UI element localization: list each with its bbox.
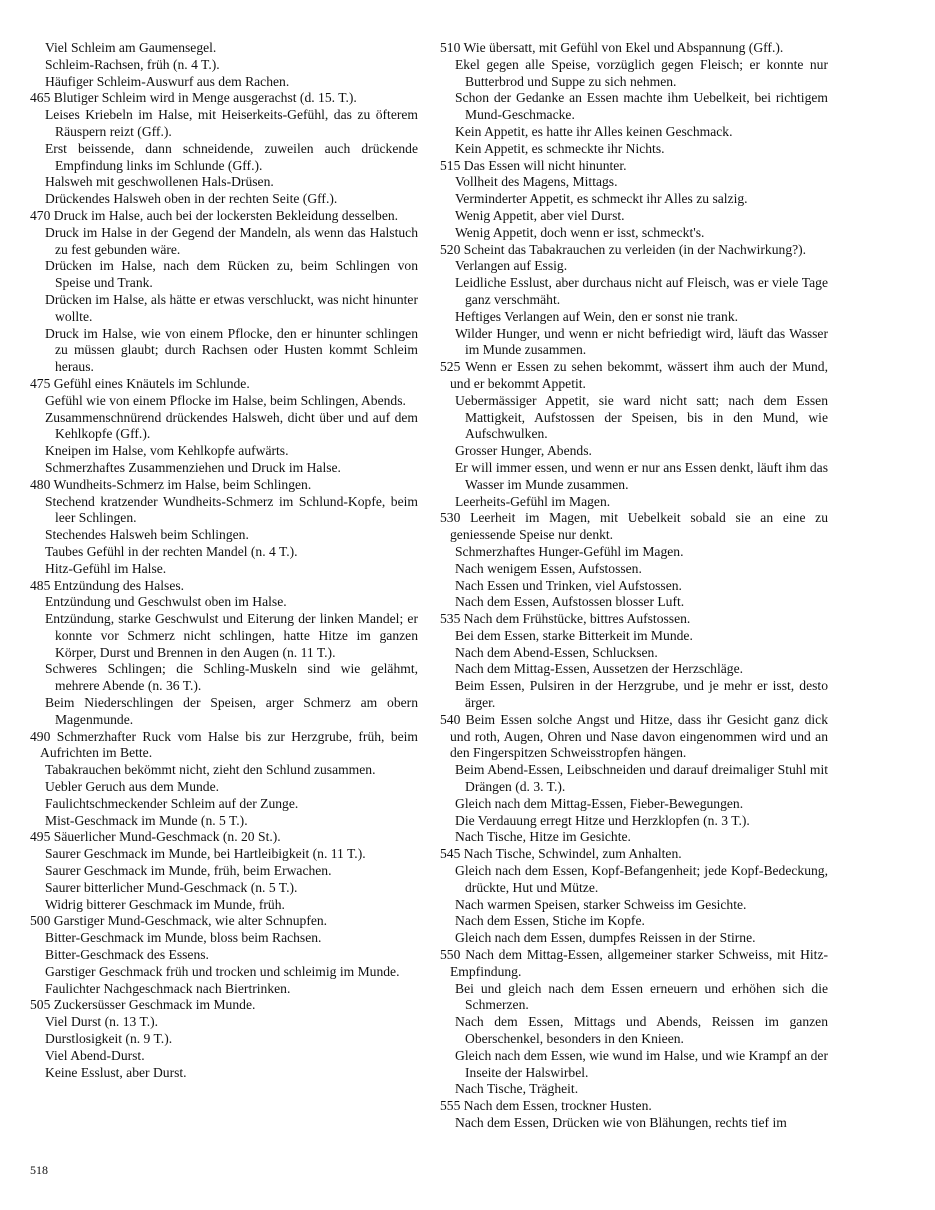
entry: Zusammenschnürend drückendes Halsweh, dicht über und auf dem Kehlkopfe (Gff.). — [45, 409, 418, 442]
entry: 545 Nach Tische, Schwindel, zum Anhalten. — [440, 846, 682, 862]
entry: Gleich nach dem Essen, Kopf-Befangenheit; jede Kopf-Bedeckung, drückte, Hut und Mütze. — [455, 863, 828, 895]
entry: Die Verdauung erregt Hitze und Herzklopfen (n. 3 T.). — [455, 812, 750, 828]
entry: Nach dem Abend-Essen, Schlucksen. — [455, 644, 658, 660]
entry: Viel Durst (n. 13 T.). — [45, 1014, 159, 1030]
entry: 515 Das Essen will nicht hinunter. — [440, 157, 627, 173]
entry: Nach wenigem Essen, Aufstossen. — [455, 560, 642, 576]
entry: Hitz-Gefühl im Halse. — [45, 560, 167, 576]
entry: 500 Garstiger Mund-Geschmack, wie alter Schnupfen. — [30, 913, 328, 929]
entry: Verminderter Appetit, es schmeckt ihr Alles zu salzig. — [455, 191, 748, 207]
entry: Ekel gegen alle Speise, vorzüglich gegen Fleisch; er konnte nur Butterbrod und Suppe zu sich nehmen. — [455, 56, 828, 89]
entry: Nach dem Mittag-Essen, Aussetzen der Herzschläge. — [455, 661, 744, 677]
entry: Viel Abend-Durst. — [45, 1047, 145, 1063]
entry: 510 Wie übersatt, mit Gefühl von Ekel und Abspannung (Gff.). — [440, 40, 784, 55]
entry: Saurer Geschmack im Munde, früh, beim Erwachen. — [45, 863, 332, 879]
entry: 490 Schmerzhafter Ruck vom Halse bis zur Herzgrube, früh, beim Aufrichten im Bette. — [30, 728, 418, 761]
entry: Schon der Gedanke an Essen machte ihm Uebelkeit, bei richtigem Mund-Geschmacke. — [455, 90, 828, 123]
entry: 485 Entzündung des Halses. — [30, 577, 185, 593]
entry: Mist-Geschmack im Munde (n. 5 T.). — [45, 812, 248, 828]
page-number: 518 — [30, 1163, 48, 1177]
entry: Leerheits-Gefühl im Magen. — [455, 493, 611, 509]
entry: Nach dem Essen, Mittags und Abends, Reissen im ganzen Oberschenkel, besonders in den Knieen. — [455, 1014, 828, 1047]
entry: Kein Appetit, es hatte ihr Alles keinen Geschmack. — [455, 123, 733, 139]
entry: Gleich nach dem Mittag-Essen, Fieber-Bewegungen. — [455, 795, 744, 811]
entry: Entzündung und Geschwulst oben im Halse. — [45, 594, 287, 610]
entry: 475 Gefühl eines Knäutels im Schlunde. — [30, 375, 250, 391]
entry: 465 Blutiger Schleim wird in Menge ausgerachst (d. 15. T.). — [30, 90, 357, 106]
entry: Wenig Appetit, aber viel Durst. — [455, 207, 625, 223]
entry: Heftiges Verlangen auf Wein, den er sonst nie trank. — [455, 308, 739, 324]
entry: 525 Wenn er Essen zu sehen bekommt, wässert ihm auch der Mund, und er bekommt Appetit. — [440, 359, 828, 391]
entry: Halsweh mit geschwollenen Hals-Drüsen. — [45, 174, 274, 190]
entry: Schmerzhaftes Zusammenziehen und Druck im Halse. — [45, 459, 341, 475]
entry: Faulichter Nachgeschmack nach Biertrinken. — [45, 980, 291, 996]
entry: Nach warmen Speisen, starker Schweiss im Gesichte. — [455, 896, 747, 912]
entry: Faulichtschmeckender Schleim auf der Zunge. — [45, 795, 299, 811]
entry: Nach dem Essen, Stiche im Kopfe. — [455, 913, 645, 929]
entry: Bei dem Essen, starke Bitterkeit im Munde. — [455, 627, 693, 643]
entry: Kneipen im Halse, vom Kehlkopfe aufwärts. — [45, 443, 289, 459]
entry: Beim Niederschlingen der Speisen, arger Schmerz am obern Magenmunde. — [45, 695, 418, 727]
entry: Bei und gleich nach dem Essen erneuern und erhöhen sich die Schmerzen. — [455, 980, 828, 1013]
entry: 550 Nach dem Mittag-Essen, allgemeiner starker Schweiss, mit Hitz-Empfindung. — [440, 947, 828, 979]
left-column — [30, 40, 418, 1081]
entry: Wenig Appetit, doch wenn er isst, schmeckt's. — [455, 224, 705, 240]
entry: Verlangen auf Essig. — [455, 258, 568, 274]
entry: 555 Nach dem Essen, trockner Husten. — [440, 1098, 652, 1114]
entry: Bitter-Geschmack des Essens. — [45, 947, 209, 963]
entry: Viel Schleim am Gaumensegel. — [45, 40, 217, 55]
entry: Drückendes Halsweh oben in der rechten Seite (Gff.). — [45, 191, 338, 207]
entry: Schleim-Rachsen, früh (n. 4 T.). — [45, 56, 220, 72]
entry: Uebler Geruch aus dem Munde. — [45, 779, 220, 795]
entry: Nach dem Essen, Drücken wie von Blähungen, rechts tief im — [455, 1115, 787, 1130]
entry: 535 Nach dem Frühstücke, bittres Aufstossen. — [440, 611, 691, 627]
entry: Stechendes Halsweh beim Schlingen. — [45, 527, 249, 543]
entry: Kein Appetit, es schmeckte ihr Nichts. — [455, 140, 665, 156]
entry: Schweres Schlingen; die Schling-Muskeln sind wie gelähmt, mehrere Abende (n. 36 T.). — [45, 661, 418, 694]
entry: Tabakrauchen bekömmt nicht, zieht den Schlund zusammen. — [45, 762, 376, 778]
entry: Stechend kratzender Wundheits-Schmerz im Schlund-Kopfe, beim leer Schlingen. — [45, 493, 418, 526]
entry: Nach Tische, Hitze im Gesichte. — [455, 829, 631, 845]
entry: Erst beissende, dann schneidende, zuweilen auch drückende Empfindung links im Schlunde (Gff.). — [45, 140, 418, 173]
entry: Leidliche Esslust, aber durchaus nicht auf Fleisch, was er viele Tage ganz verschmäht. — [455, 275, 828, 307]
entry: Vollheit des Magens, Mittags. — [455, 174, 618, 190]
entry: Leises Kriebeln im Halse, mit Heiserkeits-Gefühl, das zu öfterem Räuspern reizt (Gff.). — [45, 107, 418, 139]
entry: Grosser Hunger, Abends. — [455, 443, 592, 459]
right-column — [440, 40, 828, 1132]
entry: Taubes Gefühl in der rechten Mandel (n. 4 T.). — [45, 543, 298, 559]
entry: 505 Zuckersüsser Geschmack im Munde. — [30, 997, 256, 1013]
entry: Gleich nach dem Essen, dumpfes Reissen in der Stirne. — [455, 930, 756, 946]
entry: Drücken im Halse, nach dem Rücken zu, beim Schlingen von Speise und Trank. — [45, 258, 418, 291]
entry: 495 Säuerlicher Mund-Geschmack (n. 20 St.). — [30, 829, 281, 845]
entry: Nach dem Essen, Aufstossen blosser Luft. — [455, 594, 685, 610]
entry: 520 Scheint das Tabakrauchen zu verleiden (in der Nachwirkung?). — [440, 241, 807, 257]
entry: 530 Leerheit im Magen, mit Uebelkeit sobald sie an eine zu geniessende Speise nur denkt. — [440, 510, 828, 543]
entry: 470 Druck im Halse, auch bei der lockersten Bekleidung desselben. — [30, 207, 399, 223]
entry: Druck im Halse in der Gegend der Mandeln, als wenn das Halstuch zu fest gebunden wäre. — [45, 224, 418, 257]
entry: Uebermässiger Appetit, sie ward nicht satt; nach dem Essen Mattigkeit, Aufstossen der Speisen, bis in den Mund, wie Aufschwulken. — [455, 392, 828, 442]
entry: 480 Wundheits-Schmerz im Halse, beim Schlingen. — [30, 476, 312, 492]
entry: Saurer bitterlicher Mund-Geschmack (n. 5 T.). — [45, 879, 298, 895]
entry: Schmerzhaftes Hunger-Gefühl im Magen. — [455, 543, 684, 559]
entry: Beim Essen, Pulsiren in der Herzgrube, und je mehr er isst, desto ärger. — [455, 678, 828, 711]
entry: Nach Essen und Trinken, viel Aufstossen. — [455, 577, 682, 593]
entry: Bitter-Geschmack im Munde, bloss beim Rachsen. — [45, 930, 322, 946]
entry: Beim Abend-Essen, Leibschneiden und darauf dreimaliger Stuhl mit Drängen (d. 3. T.). — [455, 762, 828, 795]
entry: Entzündung, starke Geschwulst und Eiterung der linken Mandel; er konnte vor Schmerz nicht schlingen, hatte Hitze im ganzen Körper, Durst und Brennen in den Augen (n. 11 T.). — [45, 611, 418, 660]
entry: Gleich nach dem Essen, wie wund im Halse, und wie Krampf an der Inseite der Halswirbel. — [455, 1047, 828, 1080]
entry: Drücken im Halse, als hätte er etwas verschluckt, was nicht hinunter wollte. — [45, 291, 418, 324]
entry: Gefühl wie von einem Pflocke im Halse, beim Schlingen, Abends. — [45, 392, 406, 408]
entry: 540 Beim Essen solche Angst und Hitze, dass ihr Gesicht ganz dick und roth, Augen, Ohren und Nase davon eingenommen wird und an den Fingerspitzen Schweisstropfen hängen. — [440, 711, 828, 761]
entry: Nach Tische, Trägheit. — [455, 1081, 579, 1097]
entry: Keine Esslust, aber Durst. — [45, 1064, 187, 1080]
entry: Wilder Hunger, und wenn er nicht befriedigt wird, läuft das Wasser im Munde zusammen. — [455, 325, 828, 358]
entry: Druck im Halse, wie von einem Pflocke, den er hinunter schlingen zu müssen glaubt; durch Rachsen oder Husten kommt Schleim heraus. — [45, 325, 418, 375]
entry: Garstiger Geschmack früh und trocken und schleimig im Munde. — [45, 963, 400, 979]
entry: Saurer Geschmack im Munde, bei Hartleibigkeit (n. 11 T.). — [45, 846, 366, 862]
entry: Häufiger Schleim-Auswurf aus dem Rachen. — [45, 73, 290, 89]
entry: Durstlosigkeit (n. 9 T.). — [45, 1031, 173, 1047]
entry: Widrig bitterer Geschmack im Munde, früh. — [45, 896, 285, 912]
entry: Er will immer essen, und wenn er nur ans Essen denkt, läuft ihm das Wasser im Munde zusammen. — [455, 459, 828, 492]
